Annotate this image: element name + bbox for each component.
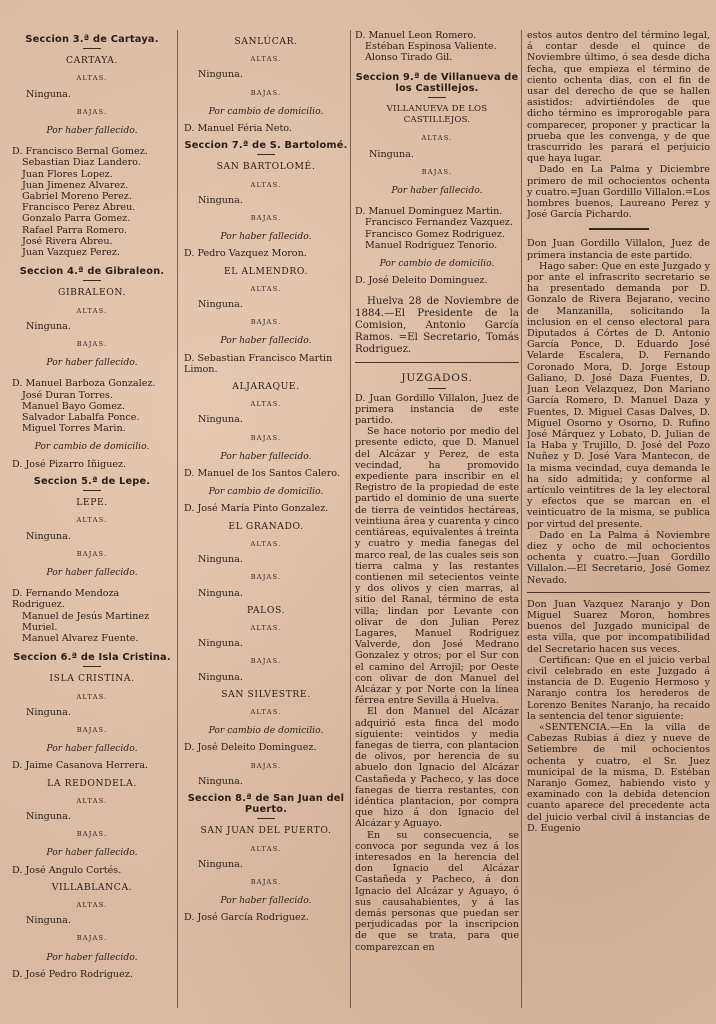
bajas-label: BAJAS. xyxy=(76,340,108,349)
ninguna-text: Ninguna. xyxy=(198,69,243,81)
column-rule xyxy=(521,30,522,1008)
bajas-label: BAJAS. xyxy=(421,167,453,176)
bajas-label: BAJAS. xyxy=(250,657,282,666)
ninguna-text: Ninguna. xyxy=(198,554,243,566)
reason-text: Por haber fallecido. xyxy=(220,895,312,907)
person-name: D. Manuel Dominguez Martin. xyxy=(355,206,503,218)
edict-heading: Don Juan Gordillo Villalon, Juez de primera instancia de este partido. xyxy=(527,238,710,261)
column-1 xyxy=(12,30,172,1018)
separator xyxy=(83,48,101,49)
town-name: LA REDONDELA. xyxy=(47,777,137,789)
reason-text: Por haber fallecido. xyxy=(46,125,138,137)
signoff-text: Huelva 28 de Noviembre de 1884.—El Presidente de la Comision, Antonio García Ramos. =El Secretario, Tomás Rodriguez. xyxy=(355,296,519,356)
person-name: Francisco Perez Abreu. xyxy=(22,202,136,214)
reason-text: Por cambio de domicilio. xyxy=(208,486,324,498)
person-name: Manuel Rodriguez Tenorio. xyxy=(365,239,498,251)
section-title: Seccion 7.ª de S. Bartolomé. xyxy=(184,140,348,152)
person-name: Juan Flores Lopez. xyxy=(22,168,113,180)
reason-text: Por haber fallecido. xyxy=(46,566,138,578)
person-name: D. José Pizarro Iñiguez. xyxy=(12,458,127,470)
column-2 xyxy=(184,30,348,1018)
reason-text: Por cambio de domicilio. xyxy=(34,441,150,453)
ninguna-text: Ninguna. xyxy=(369,148,414,160)
town-name: GIBRALEON. xyxy=(58,287,126,299)
edict-heading: Don Juan Vazquez Naranjo y Don Miguel Suarez Moron, hombres buenos del Juzgado municipal de esta villa, que por incompatibilidad del Secretario hacen sus veces. xyxy=(527,598,710,655)
separator xyxy=(428,388,446,389)
bajas-label: BAJAS. xyxy=(250,573,282,582)
section-title: Seccion 9.ª de Villanueva de los Castillejos. xyxy=(355,71,519,94)
separator xyxy=(83,490,101,491)
town-name: SANLÚCAR. xyxy=(234,36,298,47)
reason-text: Por haber fallecido. xyxy=(46,743,138,755)
edict-paragraph: Dado en La Palma á Noviembre diez y ocho de mil ochocientos ochenta y cuatro.—Juan Gordillo Villalon.—El Secretario, José Gomez Nevado. xyxy=(527,529,710,586)
edict-paragraph: Hago saber: Que en este Juzgado y por ante el infrascrito secretario se ha presentado demanda por D. Gonzalo de Rivera Bejarano, vecino de Manzanilla, solicitando la inclusion en el censo electoral para Diputados á Córtes de D. Antonio García Ponce, D. Eduardo José Velarde Escalera, D. Fernando Coronado Mora, D. Jorge Estoup Galiano, D. José Daza Fuentes, D. Juan Leon Velazquez, Don Mariano García Romero, D. Manuel Daza y Fuentes, D. Miguel Casas Dalves, D. Miguel Osorno y Osorno, D. Rufino José Márquez y Lobato, D. Julian de la Haba y Trujillo, D. José del Pozo Nuñez y D. José Vara Mantecon, de la misma vecindad, cuya demanda le ha sido admitida; y conforme al artículo veintitres de la ley electoral y efectos que se marcan en el veinticuatro de la misma, se publica por virtud del presente. xyxy=(527,260,710,530)
person-name: D. Manuel Féria Neto. xyxy=(184,123,292,135)
bajas-label: BAJAS. xyxy=(76,934,108,943)
ninguna-text: Ninguna. xyxy=(26,88,71,100)
section-title: Seccion 4.ª de Gibraleon. xyxy=(19,266,165,278)
person-name: Juan Jimenez Alvarez. xyxy=(22,179,129,191)
person-name: D. José Pedro Rodriguez. xyxy=(12,968,133,980)
ninguna-text: Ninguna. xyxy=(198,414,243,426)
altas-label: ALTAS. xyxy=(76,306,108,315)
ninguna-text: Ninguna. xyxy=(26,915,71,927)
town-name: VILLABLANCA. xyxy=(51,881,133,893)
altas-label: ALTAS. xyxy=(250,55,282,64)
person-name: Sebastian Diaz Landero. xyxy=(22,157,141,169)
reason-text: Por haber fallecido. xyxy=(46,357,138,369)
juzgados-heading: JUZGADOS. xyxy=(401,372,473,385)
person-name: Alonso Tirado Gil. xyxy=(365,52,453,64)
person-name: Juan Vazquez Perez. xyxy=(22,247,120,259)
person-name: D. Manuel Barboza Gonzalez. xyxy=(12,378,156,390)
divider xyxy=(527,592,710,593)
ninguna-text: Ninguna. xyxy=(198,671,243,683)
town-name: LEPE. xyxy=(76,497,108,509)
column-4 xyxy=(527,30,710,1018)
altas-label: ALTAS. xyxy=(250,539,282,548)
bajas-label: BAJAS. xyxy=(250,761,282,770)
person-name: D. Pedro Vazquez Moron. xyxy=(184,248,307,260)
bajas-label: BAJAS. xyxy=(76,725,108,734)
person-name: Salvador Labalfa Ponce. xyxy=(22,412,140,424)
person-name: Gonzalo Parra Gomez. xyxy=(22,213,131,225)
edict-heading: D. Juan Gordillo Villalon, Juez de primera instancia de este partido. xyxy=(355,392,519,427)
ninguna-text: Ninguna. xyxy=(198,299,243,311)
edict-paragraph: Se hace notorio por medio del presente edicto, que D. Manuel del Alcázar y Perez, de esta vecindad, ha promovido expediente para inscribir en el Registro de la propiedad de este partido el dominio de una suerte de tierra de veintidos hectáreas, veintiuna área y cuarenta y cinco centiáreas, equivalentes á treinta y cuatro y media fanegas del marco real, de las cuales seis son tierra calma y las restantes contienen mil setecientos veinte y dos olivos y cien marras, al sitio del Ranal, término de esta villa; lindan por Levante con olivar de don Julian Perez Lagares, Manuel Rodriguez Valverde, don José Medrano Gonzalez y otros; por el Sur con el camino del Arrojil; por Oeste con olivar de don Manuel del Alcázar y por Norte con la línea férrea entre Sevilla á Huelva. xyxy=(355,426,519,707)
person-name: D. José Deleito Dominguez. xyxy=(184,742,317,754)
bajas-label: BAJAS. xyxy=(250,318,282,327)
bajas-label: BAJAS. xyxy=(76,107,108,116)
town-name: SAN SILVESTRE. xyxy=(221,688,311,700)
ninguna-text: Ninguna. xyxy=(198,775,243,787)
edict-paragraph: El don Manuel del Alcázar adquirió esta finca del modo siguiente: veintidos y media fanegas de tierra, con plantacion de olivos, por herencia de su abuelo don Ignacio del Alcázar Castañeda y Pacheco, y las doce fanegas de tierra restantes, con idéntica plantacion, por compra que hizo á don Ignacio del Alcázar y Aguayo. xyxy=(355,706,519,830)
edict-paragraph: Dado en La Palma y Diciembre primero de mil ochocientos ochenta y cuatro.=Juan Gordillo Villalon.=Los hombres buenos, Laureano Perez y José García Pichardo. xyxy=(527,164,710,221)
reason-text: Por cambio de domicilio. xyxy=(379,258,495,270)
column-rule xyxy=(350,30,351,1008)
reason-text: Por cambio de domicilio. xyxy=(208,725,324,737)
edict-paragraph: «SENTENCIA.—En la villa de Cabezas Rubias á diez y nueve de Setiembre de mil ochocientos ochenta y cuatro, el Sr. Juez municipal de la misma, D. Estéban Naranjo Gomez, habiendo visto y examinado con la debida detencion cuanto aparece del precedente acta del juicio verbal civil á instancias de D. Eugenio xyxy=(527,721,710,834)
reason-text: Por cambio de domicilio. xyxy=(208,105,324,117)
town-name: PALOS. xyxy=(246,604,286,616)
person-name: D. Manuel de los Santos Calero. xyxy=(184,468,340,480)
reason-text: Por haber fallecido. xyxy=(46,847,138,859)
section-title: Seccion 5.ª de Lepe. xyxy=(33,475,151,487)
person-name: D. José Angulo Cortés. xyxy=(12,864,122,876)
ninguna-text: Ninguna. xyxy=(198,194,243,206)
bajas-label: BAJAS. xyxy=(250,877,282,886)
town-name: ALJARAQUE. xyxy=(232,381,300,393)
ninguna-text: Ninguna. xyxy=(26,320,71,332)
edict-paragraph: En su consecuencia, se convoca por segunda vez á los interesados en la herencia del don Ignacio del Alcázar Castañeda y Pacheco, á don Ignacio del Alcázar y Aguayo, ó sus causahabientes, y á las demás personas que puedan ser perjudicadas por la inscripcion de que se trata, para que comparezcan en xyxy=(355,829,519,953)
person-name: D. Sebastian Francisco Martin Limon. xyxy=(184,352,333,375)
person-name: D. Francisco Bernal Gomez. xyxy=(12,146,148,158)
edict-paragraph: Certifican: Que en el juicio verbal civil celebrado en este Juzgado á instancia de D. Eugenio Hermoso y Naranjo contra los herederos de Lorenzo Benites Naranjo, ha recaido la sentencia del tenor siguiente: xyxy=(527,654,710,722)
bajas-label: BAJAS. xyxy=(250,433,282,442)
column-rule xyxy=(177,30,178,1008)
bajas-label: BAJAS. xyxy=(250,88,282,97)
separator xyxy=(83,666,101,667)
person-name: Manuel Alvarez Fuente. xyxy=(22,632,139,644)
town-name: SAN JUAN DEL PUERTO. xyxy=(200,825,332,837)
bajas-label: BAJAS. xyxy=(76,549,108,558)
person-name: D. Jaime Casanova Herrera. xyxy=(12,760,149,772)
altas-label: ALTAS. xyxy=(76,796,108,805)
divider xyxy=(355,362,519,363)
section-title: Seccion 8.ª de San Juan del Puerto. xyxy=(187,792,345,816)
altas-label: ALTAS. xyxy=(76,74,108,83)
ninguna-text: Ninguna. xyxy=(198,638,243,650)
person-name: D. José Deleito Dominguez. xyxy=(355,275,488,287)
town-name: ISLA CRISTINA. xyxy=(49,673,135,685)
altas-label: ALTAS. xyxy=(76,900,108,909)
person-name: Rafael Parra Romero. xyxy=(22,224,127,236)
ornament-rule xyxy=(589,228,649,230)
person-name: Gabriel Moreno Perez. xyxy=(22,191,132,203)
altas-label: ALTAS. xyxy=(250,844,282,853)
altas-label: ALTAS. xyxy=(250,400,282,409)
ninguna-text: Ninguna. xyxy=(26,706,71,718)
town-name: EL GRANADO. xyxy=(228,520,304,532)
person-name: Miguel Torres Marin. xyxy=(22,423,126,435)
altas-label: ALTAS. xyxy=(250,284,282,293)
altas-label: ALTAS. xyxy=(76,516,108,525)
person-name: D. José María Pinto Gonzalez. xyxy=(184,503,329,515)
town-name: SAN BARTOLOMÉ. xyxy=(216,161,316,173)
person-name: Estéban Espinosa Valiente. xyxy=(365,41,497,53)
separator xyxy=(83,280,101,281)
reason-text: Por haber fallecido. xyxy=(46,951,138,963)
person-name: D. Fernando Mendoza Rodriguez. xyxy=(12,588,120,611)
ninguna-text: Ninguna. xyxy=(26,810,71,822)
separator xyxy=(257,818,275,819)
person-name: José Duran Torres. xyxy=(22,389,113,401)
altas-label: ALTAS. xyxy=(250,623,282,632)
person-name: Francisco Gomez Rodriguez. xyxy=(365,228,505,240)
reason-text: Por haber fallecido. xyxy=(220,231,312,243)
reason-text: Por haber fallecido. xyxy=(391,185,483,197)
section-title: Seccion 3.ª de Cartaya. xyxy=(25,34,159,45)
reason-text: Por haber fallecido. xyxy=(220,450,312,462)
town-name: VILLANUEVA DE LOS CASTILLEJOS. xyxy=(386,104,488,126)
bajas-label: BAJAS. xyxy=(250,214,282,223)
bajas-label: BAJAS. xyxy=(76,830,108,839)
town-name: EL ALMENDRO. xyxy=(223,265,308,277)
altas-label: ALTAS. xyxy=(76,692,108,701)
altas-label: ALTAS. xyxy=(250,707,282,716)
person-name: Manuel de Jesús Martinez Muriel. xyxy=(22,610,150,633)
ninguna-text: Ninguna. xyxy=(198,858,243,870)
altas-label: ALTAS. xyxy=(250,180,282,189)
person-name: Manuel Bayo Gomez. xyxy=(22,400,126,412)
ninguna-text: Ninguna. xyxy=(26,530,71,542)
person-name: José Rivera Abreu. xyxy=(22,235,113,247)
town-name: CARTAYA. xyxy=(65,55,118,67)
person-name: D. Manuel Leon Romero. xyxy=(355,30,477,41)
section-title: Seccion 6.ª de Isla Cristina. xyxy=(13,652,171,664)
person-name: Francisco Fernandez Vazquez. xyxy=(365,217,514,229)
separator xyxy=(257,154,275,155)
reason-text: Por haber fallecido. xyxy=(220,335,312,347)
column-3 xyxy=(355,30,519,1018)
separator xyxy=(428,97,446,98)
edict-paragraph: estos autos dentro del término legal, á contar desde el quince de Noviembre último, ó sea desde dicha fecha, que empieza el término de ciento ochenta dias, con el fin de usar del derecho de que se hallen asistidos: advirtiéndoles de que dicho término es improrogable para comparecer, proponer y practicar la prueba que les convenga, y de que trascurrido les parará el perjuicio que haya lugar. xyxy=(527,30,710,165)
person-name: D. José García Rodriguez. xyxy=(184,912,309,924)
ninguna-text: Ninguna. xyxy=(198,587,243,599)
altas-label: ALTAS. xyxy=(421,134,453,143)
